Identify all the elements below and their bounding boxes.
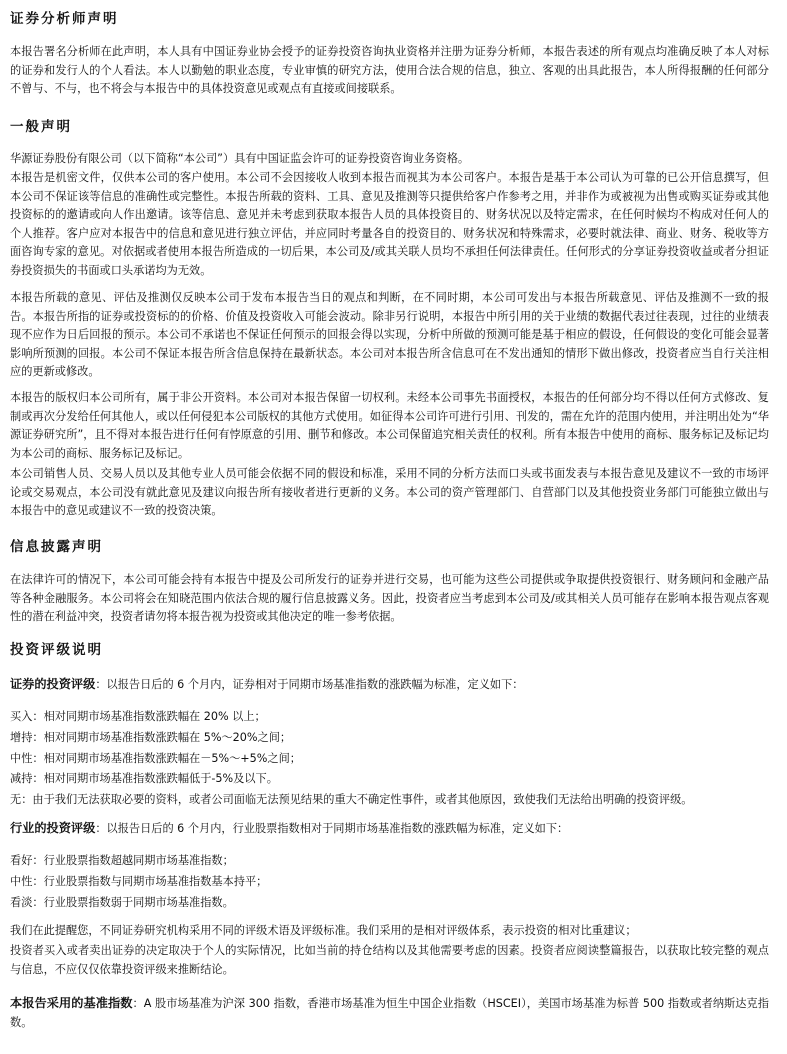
general-paragraph-3: 本报告所载的意见、评估及推测仅反映本公司于发布本报告当日的观点和判断，在不同时期，本公司可发出与本报告所载意见、评估及推测不一致的报告。本报告所指的证券或投资标的的价格、价值及投资收入可能会波动。除非另行说明，本报告中所引用的关于业绩的数据代表过往表现，过往的业绩表现不应作为日后回报的预示。本公司不承诺也不保证任何预示的回报会得以实现，分析中所做的预测可能是基于相应的假设，任何假设的变化可能会显著影响所预测的回报。本公司不保证本报告所含信息保持在最新状态。本公司对本报告所含信息可在不发出通知的情形下做出修改，投资者应当自行关注相应的更新或修改。: [10, 291, 769, 379]
list-item: 中性：相对同期市场基准指数涨跌幅在－5%～+5%之间；: [10, 752, 301, 765]
benchmark-label: 本报告采用的基准指数: [10, 996, 133, 1010]
list-item: 看好：行业股票指数超越同期市场基准指数；: [10, 854, 234, 867]
general-paragraph-4: 本报告的版权归本公司所有，属于非公开资料。本公司对本报告保留一切权利。未经本公司事先书面授权，本报告的任何部分均不得以任何方式修改、复制或再次分发给任何其他人，或以任何侵犯本公司版权的其他方式使用。如征得本公司许可进行引用、刊发的，需在允许的范围内使用，并注明出处为“华源证券研究所”，且不得对本报告进行任何有悖原意的引用、删节和修改。本公司保留追究相关责任的权利。所有本报告中使用的商标、服务标记及标记均为本公司的商标、服务标记及标记。: [10, 391, 769, 460]
general-paragraph-2: 本报告是机密文件，仅供本公司的客户使用。本公司不会因接收人收到本报告而视其为本公司客户。本报告是基于本公司认为可靠的已公开信息撰写，但本公司不保证该等信息的准确性或完整性。本报告所载的资料、工具、意见及推测等只提供给客户作参考之用，并非作为或被视为出售或购买证券或其他投资标的的邀请或向人作出邀请。该等信息、意见并未考虑到获取本报告人员的具体投资目的、财务状况以及特定需求，在任何时候均不构成对任何人的个人推荐。客户应对本报告中的信息和意见进行独立评估，并应同时考量各自的投资目的、财务状况和特殊需求，必要时就法律、商业、财务、税收等方面咨询专家的意见。对依据或者使用本报告所造成的一切后果，本公司及/或其关联人员均不承担任何法律责任。任何形式的分享证券投资收益或者分担证券投资损失的书面或口头承诺均为无效。: [10, 171, 769, 277]
list-item: 买入：相对同期市场基准指数涨跌幅在 20% 以上；: [10, 710, 266, 723]
industry-rating-intro: 行业的投资评级：以报告日后的 6 个月内，行业股票指数相对于同期市场基准指数的涨跌幅为标准，定义如下：: [10, 821, 569, 835]
analyst-statement-text: 本报告署名分析师在此声明，本人具有中国证券业协会授予的证券投资咨询执业资格并注册为证券分析师，本报告表述的所有观点均准确反映了本人对标的证券和发行人的个人看法。本人以勤勉的职业态度，专业审慎的研究方法，使用合法合规的信息，独立、客观的出具此报告，本人所得报酬的任何部分不曾与、不与，也不将会与本报告中的具体投资意见或观点有直接或间接联系。: [10, 45, 769, 96]
list-item: 增持：相对同期市场基准指数涨跌幅在 5%～20%之间；: [10, 731, 292, 744]
general-paragraph-1: 华源证券股份有限公司（以下简称“本公司”）具有中国证监会许可的证券投资咨询业务资格。: [10, 152, 470, 165]
stock-rating-intro: 证券的投资评级：以报告日后的 6 个月内，证券相对于同期市场基准指数的涨跌幅为标准，定义如下：: [10, 677, 524, 691]
industry-rating-label: 行业的投资评级: [10, 821, 96, 835]
rating-note-2: 投资者买入或者卖出证券的决定取决于个人的实际情况，比如当前的持仓结构以及其他需要考虑的因素。投资者应阅读整篇报告，以获取比较完整的观点与信息，不应仅仅依靠投资评级来推断结论。: [10, 944, 769, 976]
list-item: 减持：相对同期市场基准指数涨跌幅低于-5%及以下。: [10, 772, 278, 785]
disclosure-heading: 信息披露声明: [10, 539, 103, 555]
rating-note-1: 我们在此提醒您，不同证券研究机构采用不同的评级术语及评级标准。我们采用的是相对评级体系，表示投资的相对比重建议；: [10, 924, 637, 937]
rating-heading: 投资评级说明: [10, 642, 103, 658]
disclosure-text: 在法律许可的情况下，本公司可能会持有本报告中提及公司所发行的证券并进行交易，也可能为这些公司提供或争取提供投资银行、财务顾问和金融产品等各种金融服务。本公司将会在知晓范围内依法合规的履行信息披露义务。因此，投资者应当考虑到本公司及/或其相关人员可能存在影响本报告观点客观性的潜在利益冲突，投资者请勿将本报告视为投资或其他决定的唯一参考依据。: [10, 573, 769, 624]
list-item: 中性：行业股票指数与同期市场基准指数基本持平；: [10, 875, 268, 888]
benchmark-statement: 本报告采用的基准指数：A 股市场基准为沪深 300 指数，香港市场基准为恒生中国企业指数（HSCEI），美国市场基准为标普 500 指数或者纳斯达克指数。: [10, 996, 769, 1029]
general-statement-heading: 一般声明: [10, 119, 72, 135]
general-paragraph-5: 本公司销售人员、交易人员以及其他专业人员可能会依据不同的假设和标准，采用不同的分析方法而口头或书面发表与本报告意见及建议不一致的市场评论或交易观点，本公司没有就此意见及建议向报告所有接收者进行更新的义务。本公司的资产管理部门、自营部门以及其他投资业务部门可能独立做出与本报告中的意见或建议不一致的投资决策。: [10, 467, 769, 518]
list-item: 无：由于我们无法获取必要的资料，或者公司面临无法预见结果的重大不确定性事件，或者其他原因，致使我们无法给出明确的投资评级。: [10, 793, 693, 806]
analyst-statement-heading: 证券分析师声明: [10, 11, 119, 27]
stock-rating-label: 证券的投资评级: [10, 677, 96, 691]
list-item: 看淡：行业股票指数弱于同期市场基准指数。: [10, 896, 234, 909]
